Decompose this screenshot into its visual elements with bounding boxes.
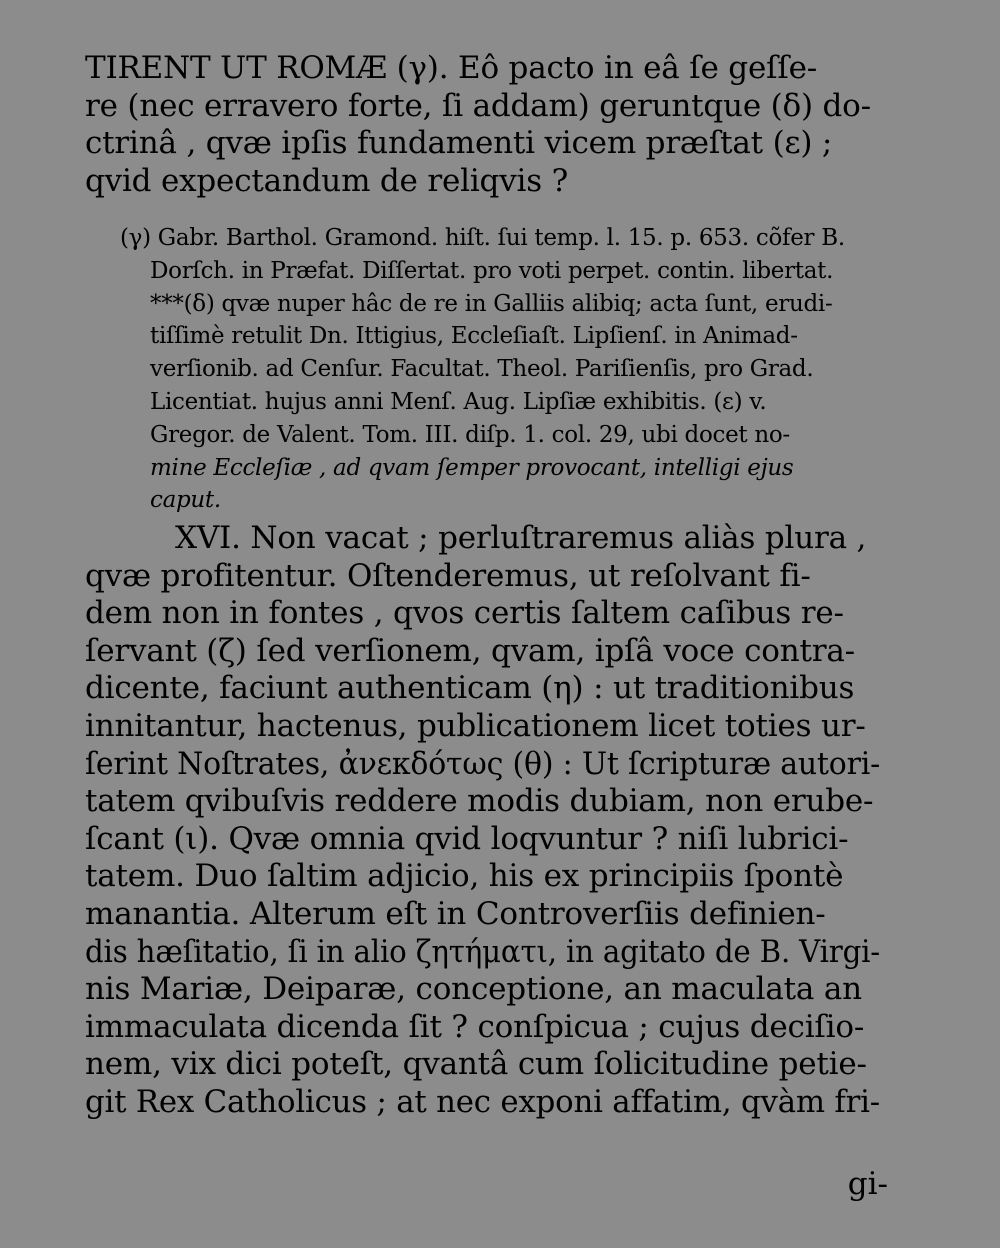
text-line: TIRENT UT ROMÆ (γ). Eô pacto in eâ ſe geſſe- (85, 50, 818, 86)
text-line: nis Mariæ, Deiparæ, conceptione, an maculata an (85, 971, 862, 1008)
text-line: tatem qvibuſvis reddere modis dubiam, non erube- (85, 783, 874, 820)
text-line: qvid expectandum de reliqvis ? (85, 162, 569, 199)
paragraph-start-line: XVI. Non vacat ; perluſtraremus aliàs plura , (175, 520, 867, 556)
footnote-line: mine Eccleſiæ , ad qvam ſemper provocant, intelligi ejus (150, 454, 794, 481)
text-line: qvæ profitentur. Oſtenderemus, ut reſolvant fi- (85, 557, 811, 594)
text-line: innitantur, hactenus, publicationem licet toties ur- (85, 707, 866, 744)
text-line: ſerint Noſtrates, ἀνεκδότως (θ) : Ut ſcripturæ autori- (85, 745, 880, 782)
text-line: ctrinâ , qvæ ipſis fundamenti vicem præſtat (ε) ; (85, 125, 833, 162)
text-line: immaculata dicenda ſit ? conſpicua ; cujus deciſio- (85, 1008, 865, 1045)
text-line: tatem. Duo ſaltim adjicio, his ex principiis ſpontè (85, 858, 844, 895)
footnote-line: verſionib. ad Cenſur. Facultat. Theol. Pariſienſis, pro Grad. (150, 356, 814, 383)
footnote-line: tiſſimè retulit Dn. Ittigius, Eccleſiaſt. Lipſienſ. in Animad- (150, 323, 798, 350)
text-line: dis hæſitatio, ſi in alio ζητήματι, in agitato de B. Virgi- (85, 933, 880, 970)
main-text-bottom (85, 520, 880, 1122)
text-line: nem, vix dici poteſt, qvantâ cum ſolicitudine petie- (85, 1046, 867, 1083)
text-line: dicente, faciunt authenticam (η) : ut traditionibus (85, 670, 855, 707)
text-line: git Rex Catholicus ; at nec exponi affatim, qvàm fri- (85, 1083, 880, 1120)
footnote-line: Gregor. de Valent. Tom. III. diſp. 1. col. 29, ubi docet no- (150, 421, 790, 448)
footnotes (120, 222, 885, 517)
footnote-line: ***(δ) qvæ nuper hâc de re in Galliis alibiq; acta ſunt, erudi- (150, 290, 833, 317)
footnote-line: Dorſch. in Præfat. Diſſertat. pro voti perpet. contin. libertat. (150, 257, 834, 284)
catchword: gi- (847, 1166, 888, 1202)
text-line: dem non in fontes , qvos certis ſaltem caſibus re- (85, 595, 844, 632)
text-line: manantia. Alterum eſt in Controverſiis definien- (85, 895, 826, 932)
text-line: re (nec erravero forte, ſi addam) geruntque (δ) do- (85, 87, 871, 124)
footnote-line: Licentiat. hujus anni Menſ. Aug. Lipſiæ exhibitis. (ε) v. (150, 388, 767, 415)
footnote-line: (γ) Gabr. Barthol. Gramond. hiſt. ſui temp. l. 15. p. 653. cõfer B. (120, 225, 845, 251)
main-text-top (85, 50, 880, 200)
text-line: ſcant (ι). Qvæ omnia qvid loqvuntur ? niſi lubrici- (85, 820, 849, 857)
text-line: ſervant (ζ) ſed verſionem, qvam, ipſâ voce contra- (85, 632, 855, 669)
footnote-line: caput. (150, 487, 221, 514)
